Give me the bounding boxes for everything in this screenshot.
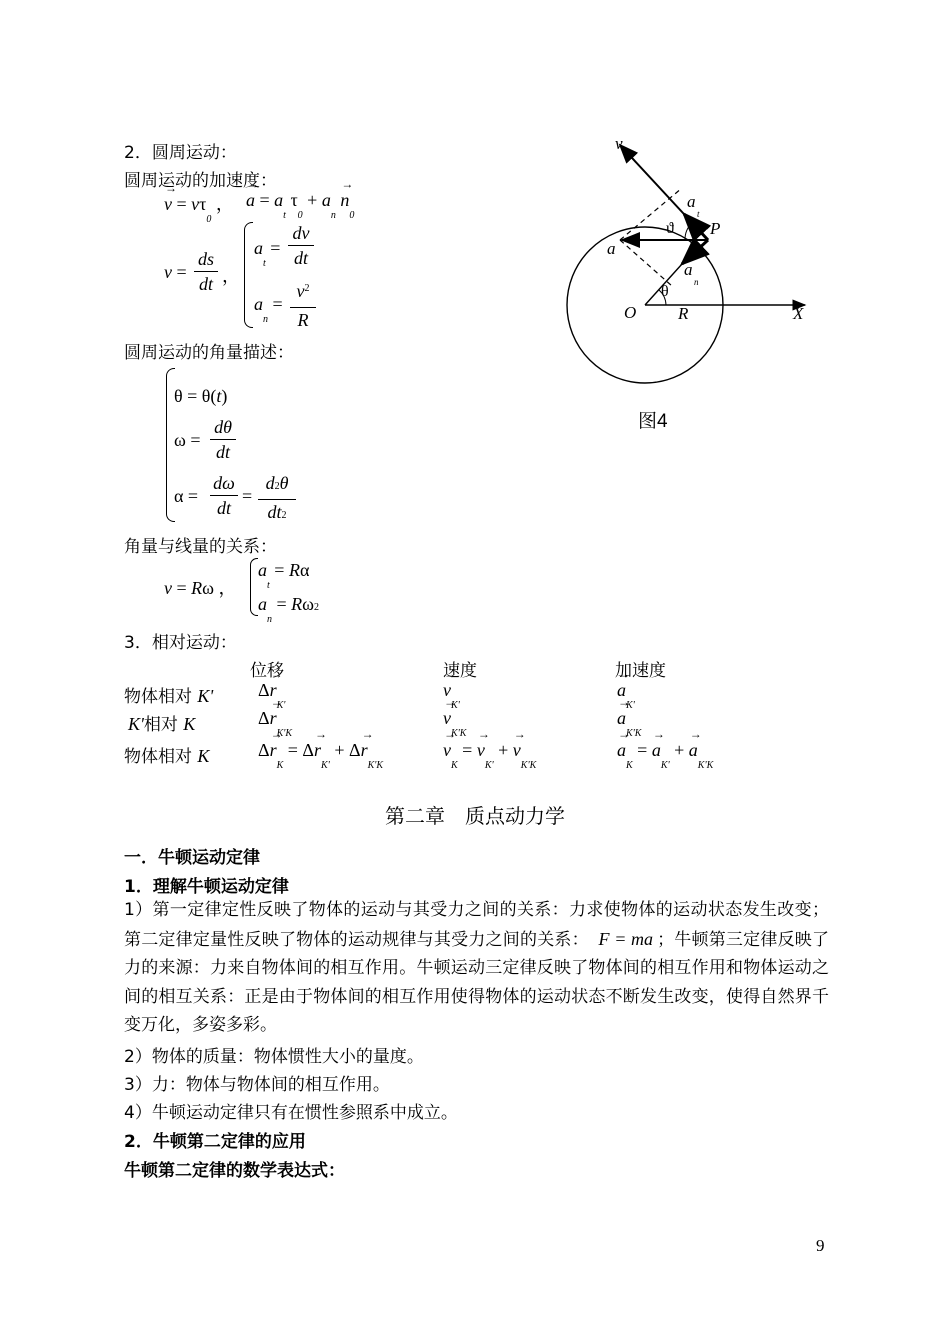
- subsection-second-law-application: 2．牛顿第二定律的应用: [124, 1132, 306, 1152]
- row-label-1: 物体相对 K': [124, 686, 214, 707]
- label-n-sub: n: [694, 277, 699, 287]
- paragraph-1: [124, 896, 829, 1040]
- figure-caption: 图4: [638, 411, 668, 432]
- second-law-expression-label: 牛顿第二定律的数学表达式：: [124, 1161, 345, 1181]
- dv-dt-fraction: dv dt: [288, 222, 314, 269]
- dashed-line-lower: [620, 240, 672, 286]
- col-header-velocity: 速度: [443, 661, 477, 681]
- v-symbol: v =: [164, 262, 187, 282]
- angular-description-title: 圆周运动的角量描述：: [124, 343, 294, 363]
- row2-velocity: → $v_{K'K}$: [443, 708, 466, 729]
- domega-dt-fraction: dω dt: [210, 472, 238, 519]
- dtheta-dt-fraction: dθ dt: [210, 416, 236, 463]
- label-t-sub: t: [697, 209, 700, 219]
- label-at: a: [687, 192, 696, 211]
- velocity-tangent-equation: → $v = v\tau_0$ ，: [164, 190, 234, 216]
- f-equals-ma-formula: F = ma: [598, 928, 654, 949]
- relative-motion-heading: 3．相对运动：: [124, 633, 237, 653]
- figure-4-diagram: [560, 130, 820, 410]
- circular-motion-heading: 2．圆周运动：: [124, 143, 237, 163]
- label-P: P: [710, 219, 721, 238]
- comma: ，: [222, 266, 240, 286]
- omega-symbol: ω =: [174, 430, 201, 450]
- at-symbol: $a_t$ =: [254, 238, 281, 269]
- v2-R-fraction: $v^2$ R: [290, 280, 316, 331]
- col-header-displacement: 位移: [250, 661, 284, 681]
- an-symbol: $a_n$ =: [254, 294, 283, 325]
- angular-linear-relation-title: 角量与线量的关系：: [124, 537, 277, 557]
- row1-velocity: → $v_{K'}$: [443, 680, 460, 701]
- an-R-omega2-equation: $a_n = R\omega 2$: [258, 594, 320, 625]
- v-R-omega-equation: v = Rω ，: [164, 578, 237, 598]
- section-newton-laws: 一．牛顿运动定律: [124, 848, 260, 868]
- label-theta: θ: [661, 283, 669, 300]
- paragraph-2: 2）物体的质量：物体惯性大小的量度。: [124, 1047, 424, 1067]
- row-label-3: 物体相对 K: [124, 746, 210, 767]
- relation-brace: [250, 558, 258, 616]
- at-R-alpha-equation: $a_t = R\alpha$: [258, 560, 310, 591]
- ds-dt-fraction: ds dt: [194, 248, 218, 295]
- row2-acceleration: → $a_{K'K}$: [617, 708, 641, 729]
- chapter-title: 第二章 质点动力学: [385, 804, 565, 828]
- col-header-acceleration: 加速度: [615, 661, 666, 681]
- alpha-symbol: α =: [174, 486, 199, 506]
- acceleration-decomposition-equation: → $a = a_t$ $\tau_0 + a_n \to n_0$: [246, 190, 354, 211]
- row1-acceleration: → $a_{K'}$: [617, 680, 635, 701]
- page-number: 9: [816, 1236, 825, 1255]
- label-a: a: [607, 239, 616, 258]
- tangential-accel-vector: [684, 214, 708, 240]
- equals-sign: =: [242, 486, 253, 506]
- label-theta-top: ϑ: [666, 220, 674, 237]
- label-R: R: [678, 304, 689, 323]
- subsection-understand-laws: 1．理解牛顿运动定律: [124, 877, 289, 897]
- row3-velocity: → $v_K$ = → $v_{K'}$ + → $v_{K'K}$: [443, 740, 536, 761]
- row3-displacement: $\Delta\to r_K = \Delta\to r_{K'} + \Delta\to r_{K'K}$: [258, 740, 383, 761]
- circular-accel-title: 圆周运动的加速度：: [124, 171, 277, 191]
- paragraph-1-part-a: 1）第一定律定性反映了物体的运动与其受力之间的关系：力求使物体的运动状态发生改变；第二定律定量性反映了物体的运动规律与其受力之间的关系：: [124, 900, 829, 950]
- theta-top-arc: [685, 223, 692, 240]
- label-v: v: [615, 134, 623, 153]
- d2theta-dt2-fraction: d2θ dt2: [258, 472, 296, 527]
- system-brace: [244, 222, 253, 328]
- row-label-2: K'相对 K: [128, 714, 196, 735]
- paragraph-4: 4）牛顿运动定律只有在惯性参照系中成立。: [124, 1103, 458, 1123]
- label-X: X: [793, 304, 804, 323]
- label-an: a: [684, 260, 693, 279]
- row1-displacement: $\Delta\to r_{K'}$: [258, 680, 285, 701]
- row3-acceleration: → $a_K$ = → $a_{K'}$ + → $a_{K'K}$: [617, 740, 713, 761]
- row2-displacement: $\Delta\to r_{K'K}$: [258, 708, 292, 729]
- paragraph-1-part-b: ；牛顿第三定律反映了力的来源：力来自物体间的相互作用。牛顿运动三定律反映了物体间的相互作用和物体运动之间的相互关系：正是由于物体间的相互作用使得物体的运动状态不断发生改变，使得自然界千变万化，多姿多彩。: [124, 929, 830, 1035]
- paragraph-3: 3）力：物体与物体间的相互作用。: [124, 1075, 390, 1095]
- label-O: O: [624, 303, 637, 322]
- theta-equation: θ = θ(t): [174, 386, 228, 406]
